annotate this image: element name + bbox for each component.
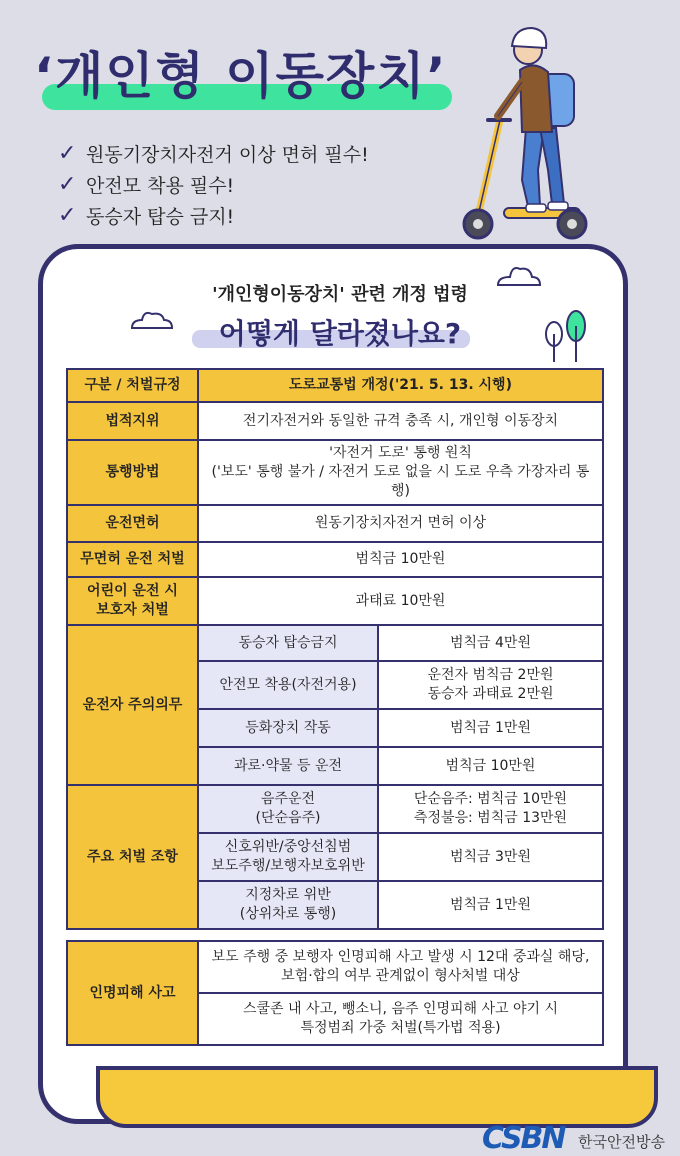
row-value: 범칙금 1만원 [378,709,603,747]
table-row [67,505,603,542]
sub-item: 지정차로 위반 (상위차로 통행) [198,881,378,929]
row-value: 과태료 10만원 [198,577,603,625]
row-label: 주요 처벌 조항 [67,785,198,929]
sub-item: 신호위반/중앙선침범 보도주행/보행자보호위반 [198,833,378,881]
check-icon: ✓ [58,172,77,197]
row-value: 범칙금 1만원 [378,881,603,929]
sub-item: 음주운전 (단순음주) [198,785,378,833]
sub-item: 안전모 착용(자전거용) [198,661,378,709]
row-value: 전기자전거와 동일한 규격 충족 시, 개인형 이동장치 [198,402,603,440]
table-row [67,941,603,993]
sub-item: 과로·약물 등 운전 [198,747,378,785]
scroll-bottom-decoration [96,1066,658,1128]
table-row [67,402,603,440]
check-icon: ✓ [58,141,77,166]
row-value: 단순음주: 범칙금 10만원 측정불응: 범칙금 13만원 [378,785,603,833]
row-value: '자전거 도로' 통행 원칙 ('보도' 통행 불가 / 자전거 도로 없을 시 도로 우측 가장자리 통행) [198,440,603,505]
injury-table [66,940,604,1046]
row-label: 운전자 주의의무 [67,625,198,785]
list-item: ✓ 동승자 탑승 금지! [58,203,235,228]
row-label: 무면허 운전 처벌 [67,542,198,577]
row-label: 법적지위 [67,402,198,440]
scooter-rider-illustration [448,20,598,250]
card-headline: 어떻게 달라졌나요? [218,317,462,350]
row-label: 어린이 운전 시 보호자 처벌 [67,577,198,625]
row-value: 범칙금 3만원 [378,833,603,881]
sub-item: 등화장치 작동 [198,709,378,747]
list-item: ✓ 안전모 착용 필수! [58,172,235,197]
requirements-list [58,138,369,231]
row-label: 인명피해 사고 [67,941,198,1045]
row-value: 범칙금 4만원 [378,625,603,661]
table-row [67,625,603,661]
table-header-cell: 도로교통법 개정('21. 5. 13. 시행) [198,369,603,402]
table-row [67,369,603,402]
row-value: 운전자 범칙금 2만원 동승자 과태료 2만원 [378,661,603,709]
check-icon: ✓ [58,203,77,228]
table-row [67,440,603,505]
row-value: 범칙금 10만원 [378,747,603,785]
card-subtitle: '개인형이동장치' 관련 개정 법령 [212,284,468,305]
table-row [67,577,603,625]
row-value: 범칙금 10만원 [198,542,603,577]
row-value: 보도 주행 중 보행자 인명피해 사고 발생 시 12대 중과실 해당, 보험·합의 여부 관계없이 형사처벌 대상 [198,941,603,993]
row-label: 통행방법 [67,440,198,505]
row-label: 운전면허 [67,505,198,542]
law-table [66,368,604,930]
list-item: ✓ 원동기장치자전거 이상 면허 필수! [58,141,369,166]
broadcaster-name: 한국안전방송 [578,1133,665,1151]
sub-item: 동승자 탑승금지 [198,625,378,661]
csbn-logo: CSBN [482,1121,565,1156]
table-header-cell: 구분 / 처벌규정 [67,369,198,402]
table-row [67,785,603,833]
row-value: 스쿨존 내 사고, 뺑소니, 음주 인명피해 사고 야기 시 특정범죄 가중 처벌(특가법 적용) [198,993,603,1045]
page-title: ‘개인형 이동장치’ [34,47,448,105]
table-row [67,542,603,577]
row-value: 원동기장치자전거 면허 이상 [198,505,603,542]
